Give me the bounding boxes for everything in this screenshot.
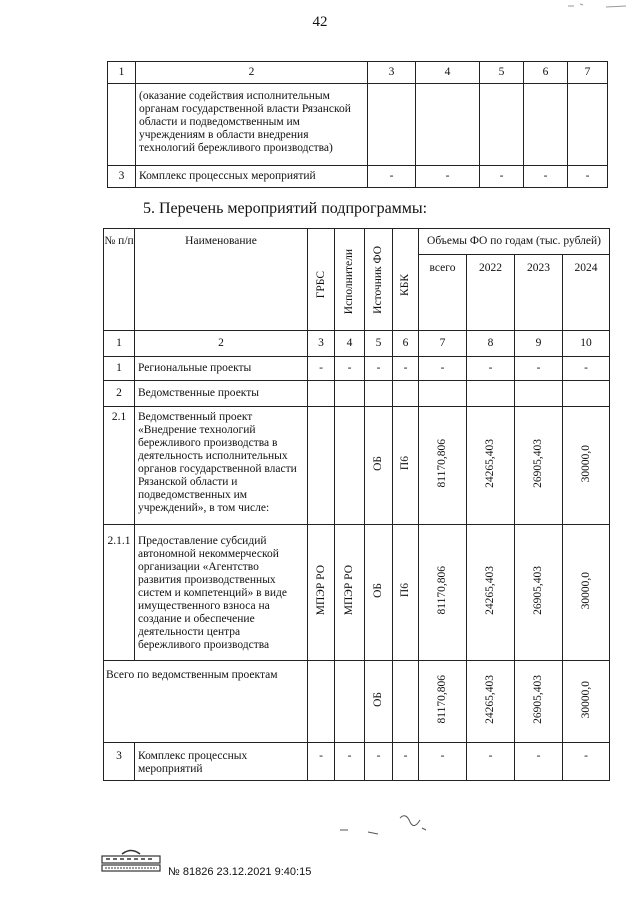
cell (467, 525, 515, 661)
header-year: 2023 (515, 255, 563, 331)
header-executors-label: Исполнители (343, 248, 355, 314)
cell: - (416, 166, 480, 188)
total-label: Всего по ведомственным проектам (104, 661, 308, 743)
col-num: 3 (368, 62, 416, 84)
table-row (104, 743, 610, 781)
col-num: 10 (563, 331, 610, 357)
table-row (108, 84, 608, 166)
cell-executor: МПЭР РО (343, 565, 355, 616)
cell: - (515, 743, 563, 781)
cell: - (568, 166, 608, 188)
cell: - (308, 743, 335, 781)
table-row (104, 407, 610, 525)
table-row (104, 381, 610, 407)
cell: - (524, 166, 568, 188)
cell (467, 661, 515, 743)
cell-source: ОБ (372, 456, 384, 471)
cell-source: ОБ (372, 692, 384, 707)
row-num: 3 (104, 743, 135, 781)
total-row (104, 661, 610, 743)
cell (419, 407, 467, 525)
cell-2024: 30000,0 (579, 680, 592, 719)
cell-2024: 30000,0 (579, 571, 592, 610)
cell (524, 84, 568, 166)
header-volumes: Объемы ФО по годам (тыс. рублей) (419, 229, 610, 255)
row-num: 1 (104, 357, 135, 381)
col-num: 7 (568, 62, 608, 84)
cell: - (515, 357, 563, 381)
col-num: 1 (108, 62, 136, 84)
cell (563, 525, 610, 661)
cell-total: 81170,806 (436, 439, 448, 488)
header-source (365, 229, 393, 331)
col-num: 8 (467, 331, 515, 357)
cell (568, 84, 608, 166)
col-num: 2 (136, 62, 368, 84)
cell (515, 661, 563, 743)
header-name: Наименование (135, 229, 308, 331)
activities-table (103, 228, 610, 781)
cell: - (368, 166, 416, 188)
header-num: № п/п (104, 229, 135, 331)
column-numbers-row (104, 331, 610, 357)
cell-total: 81170,806 (436, 566, 448, 615)
cell (416, 84, 480, 166)
cell (335, 525, 365, 661)
row-num: 2.1.1 (104, 525, 135, 661)
cell-2023: 26905,403 (532, 566, 544, 615)
cell-grbs: МПЭР РО (314, 565, 327, 616)
registry-stamp-text: № 81826 23.12.2021 9:40:15 (168, 866, 312, 878)
page-number: 42 (312, 14, 328, 30)
row-name: Ведомственный проект «Внедрение технологий бережливого производства в деятельность исполнительных органов государственной власти Рязанской области и подведомственных им учреждений», в том числе: (135, 407, 308, 525)
cell-2023: 26905,403 (532, 439, 544, 488)
cell (308, 661, 335, 743)
cell: - (563, 357, 610, 381)
cell (393, 407, 419, 525)
header-executors (335, 229, 365, 331)
col-num: 5 (365, 331, 393, 357)
row-num: 3 (108, 166, 136, 188)
cell (393, 525, 419, 661)
cell-2022: 24265,403 (484, 439, 496, 488)
cell: - (335, 743, 365, 781)
table-row (104, 525, 610, 661)
table-row (108, 166, 608, 188)
row-name: (оказание содействия исполнительным органам государственной власти Рязанской области и подведомственным им учреждениям в области внедрения технологий бережливого производства) (136, 84, 368, 166)
cell (563, 381, 610, 407)
cell (563, 661, 610, 743)
cell-source: ОБ (372, 583, 384, 598)
cell: - (563, 743, 610, 781)
cell (563, 407, 610, 525)
col-num: 3 (308, 331, 335, 357)
cell (515, 381, 563, 407)
cell (308, 525, 335, 661)
row-num: 2.1 (104, 407, 135, 525)
col-num: 6 (393, 331, 419, 357)
cell (515, 525, 563, 661)
corner-scan-marks (566, 0, 636, 10)
cell: - (419, 743, 467, 781)
cell (393, 381, 419, 407)
cell (308, 381, 335, 407)
cell: - (365, 743, 393, 781)
row-name: Региональные проекты (135, 357, 308, 381)
header-source-label: Источник ФО (372, 246, 384, 314)
header-total: всего (419, 255, 467, 331)
cell-2022: 24265,403 (484, 566, 496, 615)
cell (335, 407, 365, 525)
row-num (108, 84, 136, 166)
cell: - (393, 357, 419, 381)
cell-2022: 24265,403 (484, 675, 496, 724)
col-num: 4 (416, 62, 480, 84)
col-num: 9 (515, 331, 563, 357)
row-name: Предоставление субсидий автономной некоммерческой организации «Агентство развития производственных систем и компетенций» в виде имущественного взноса на создание и обеспечение деятельности центра бережливого производства (135, 525, 308, 661)
col-num: 5 (480, 62, 524, 84)
header-grbs-label: ГРБС (314, 270, 327, 298)
cell (365, 525, 393, 661)
col-num: 4 (335, 331, 365, 357)
cell: - (467, 357, 515, 381)
cell (335, 381, 365, 407)
cell (368, 84, 416, 166)
header-grbs (308, 229, 335, 331)
cell: - (419, 357, 467, 381)
scan-noise-marks (338, 810, 448, 850)
row-name: Комплекс процессных мероприятий (135, 743, 308, 781)
cell-2024: 30000,0 (579, 444, 592, 483)
cell (419, 381, 467, 407)
cell (335, 661, 365, 743)
cell (365, 661, 393, 743)
cell-2023: 26905,403 (532, 675, 544, 724)
col-num: 7 (419, 331, 467, 357)
cell (365, 381, 393, 407)
col-num: 6 (524, 62, 568, 84)
cell (308, 407, 335, 525)
header-kbk-label: КБК (399, 274, 411, 296)
col-num: 1 (104, 331, 135, 357)
row-name: Комплекс процессных мероприятий (136, 166, 368, 188)
continuation-table (107, 61, 608, 188)
cell-kbk: П6 (399, 583, 411, 598)
cell: - (480, 166, 524, 188)
table-header-row (104, 229, 610, 255)
ministry-stamp-icon (100, 848, 162, 874)
col-num: 2 (135, 331, 308, 357)
cell: - (335, 357, 365, 381)
row-num: 2 (104, 381, 135, 407)
cell-kbk: П6 (399, 456, 411, 471)
cell-total: 81170,806 (436, 675, 448, 724)
cell: - (467, 743, 515, 781)
cell: - (393, 743, 419, 781)
table-row (104, 357, 610, 381)
header-kbk (393, 229, 419, 331)
header-year: 2024 (563, 255, 610, 331)
row-name: Ведомственные проекты (135, 381, 308, 407)
cell (365, 407, 393, 525)
cell (393, 661, 419, 743)
cell: - (365, 357, 393, 381)
cell (419, 661, 467, 743)
cell (467, 407, 515, 525)
cell: - (308, 357, 335, 381)
table-header-row (108, 62, 608, 84)
cell (419, 525, 467, 661)
cell (515, 407, 563, 525)
header-year: 2022 (467, 255, 515, 331)
cell (467, 381, 515, 407)
section-title: 5. Перечень мероприятий подпрограммы: (143, 200, 428, 217)
cell (480, 84, 524, 166)
